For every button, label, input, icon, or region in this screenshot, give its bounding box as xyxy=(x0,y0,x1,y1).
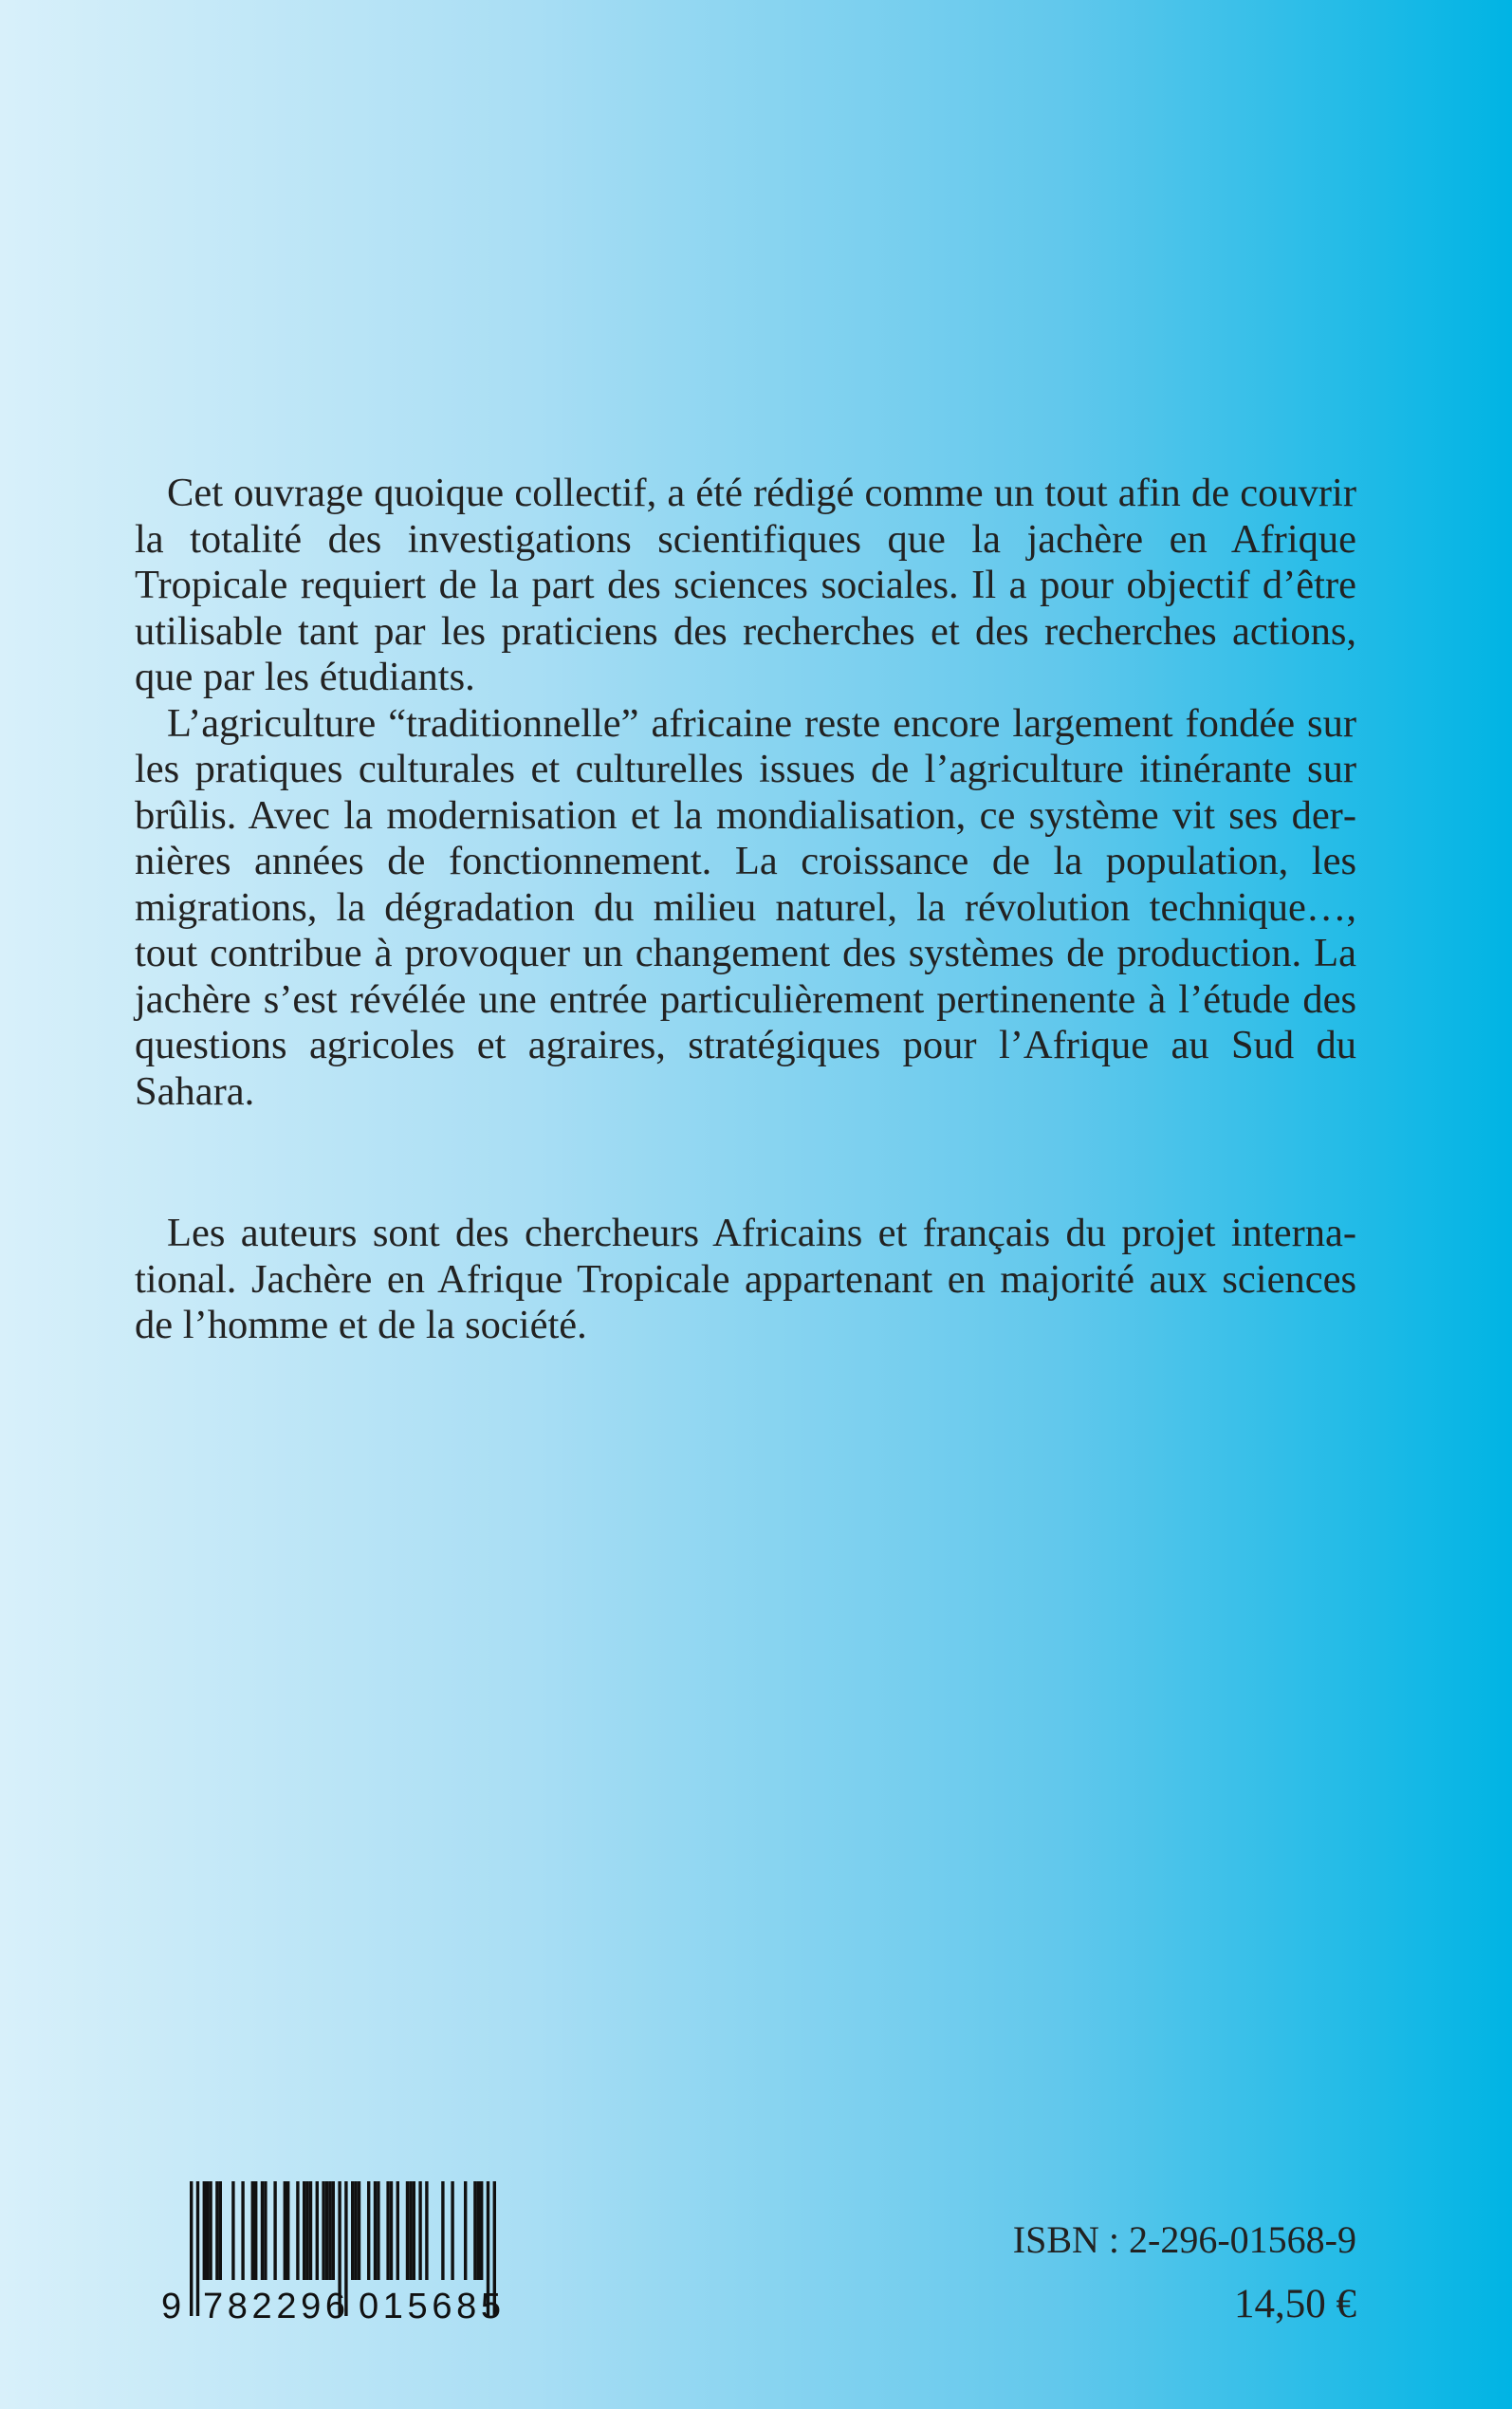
barcode-bar xyxy=(354,2181,357,2280)
paragraph-authors: Les auteurs sont des chercheurs Africains et français du projet international. Jachère en Afrique Tropicale appartenant en majorité aux sciences de l’homme et de la société. xyxy=(135,1211,1356,1347)
barcode-bar xyxy=(386,2181,389,2280)
barcode-bar xyxy=(332,2181,335,2280)
barcode-bar xyxy=(409,2181,412,2280)
barcode-bar xyxy=(303,2181,305,2280)
barcode-bar xyxy=(296,2181,299,2280)
barcode-bar xyxy=(284,2181,286,2280)
barcode-bar xyxy=(215,2181,218,2280)
barcode-bar xyxy=(219,2181,222,2280)
barcode-bar xyxy=(261,2181,264,2280)
barcode-bar xyxy=(196,2181,199,2316)
barcode-bar xyxy=(322,2181,324,2280)
barcode-bar xyxy=(425,2181,428,2280)
barcode-first-digit: 9 xyxy=(161,2287,182,2322)
barcode-bar xyxy=(203,2181,206,2280)
barcode-bar xyxy=(358,2181,360,2280)
price-label: 14,50 € xyxy=(1234,2282,1356,2326)
barcode-bar xyxy=(413,2181,415,2280)
barcode-bar xyxy=(316,2181,319,2280)
blurb-text xyxy=(135,471,1356,1349)
barcode-bar xyxy=(464,2181,467,2280)
barcode-bar xyxy=(264,2181,267,2280)
barcode-bar xyxy=(328,2181,331,2280)
barcode-bar xyxy=(273,2181,276,2280)
barcode-bar xyxy=(406,2181,409,2280)
paragraph-agriculture: L’agriculture “traditionnelle” africaine reste encore largement fondée sur les pratiques culturales et culturelles issues de l’agriculture itinérante sur brûlis. Avec la modernisation et la mondialisation, ce système vit ses dernières années de fonctionnement. La croissance de la population, les migrations, la dégradation du milieu naturel, la révolution technique…, tout contribue à provoquer un changement des systèmes de production. La jachère s’est révélée une entrée particulièrement pertinenente à l’étude des questions agricoles et agraires, stratégiques pour l’Afrique au Sud du Sahara. xyxy=(135,700,1356,1114)
barcode-bar xyxy=(231,2181,234,2280)
barcode-bar xyxy=(477,2181,480,2280)
barcode-bar xyxy=(254,2181,257,2280)
barcode-bar xyxy=(390,2181,393,2280)
barcode-right-digits: 015685 xyxy=(359,2287,501,2322)
barcode-bar xyxy=(351,2181,354,2280)
barcode-bar xyxy=(305,2181,308,2280)
barcode-bar xyxy=(377,2181,379,2280)
paragraph-intro: Cet ouvrage quoique collectif, a été rédigé comme un tout afin de couvrir la totalité des investigations scientifiques que la jachère en Afrique Tropicale requiert de la part des sciences sociales. Il a pour objectif d’être utilisable tant par les praticiens des recherches et des recherches actions, que par les étudiants. xyxy=(135,471,1356,699)
barcode-bar xyxy=(480,2181,483,2280)
barcode-bar xyxy=(241,2181,244,2280)
isbn-label: ISBN : 2-296-01568-9 xyxy=(1012,2218,1356,2261)
barcode-bar xyxy=(396,2181,399,2280)
barcode-bar xyxy=(209,2181,212,2280)
barcode-bar xyxy=(190,2181,193,2316)
barcode-bar xyxy=(367,2181,370,2280)
barcode-bar xyxy=(309,2181,312,2280)
barcode-bar xyxy=(418,2181,421,2280)
barcode xyxy=(161,2177,514,2322)
barcode-bar xyxy=(374,2181,377,2280)
barcode-bar xyxy=(251,2181,254,2280)
barcode-left-digits: 782296 xyxy=(203,2287,345,2322)
barcode-bar xyxy=(441,2181,444,2280)
barcode-bar xyxy=(206,2181,209,2280)
barcode-bar xyxy=(451,2181,453,2280)
barcode-bar xyxy=(286,2181,289,2280)
barcode-bar xyxy=(473,2181,476,2280)
barcode-bar xyxy=(325,2181,328,2280)
